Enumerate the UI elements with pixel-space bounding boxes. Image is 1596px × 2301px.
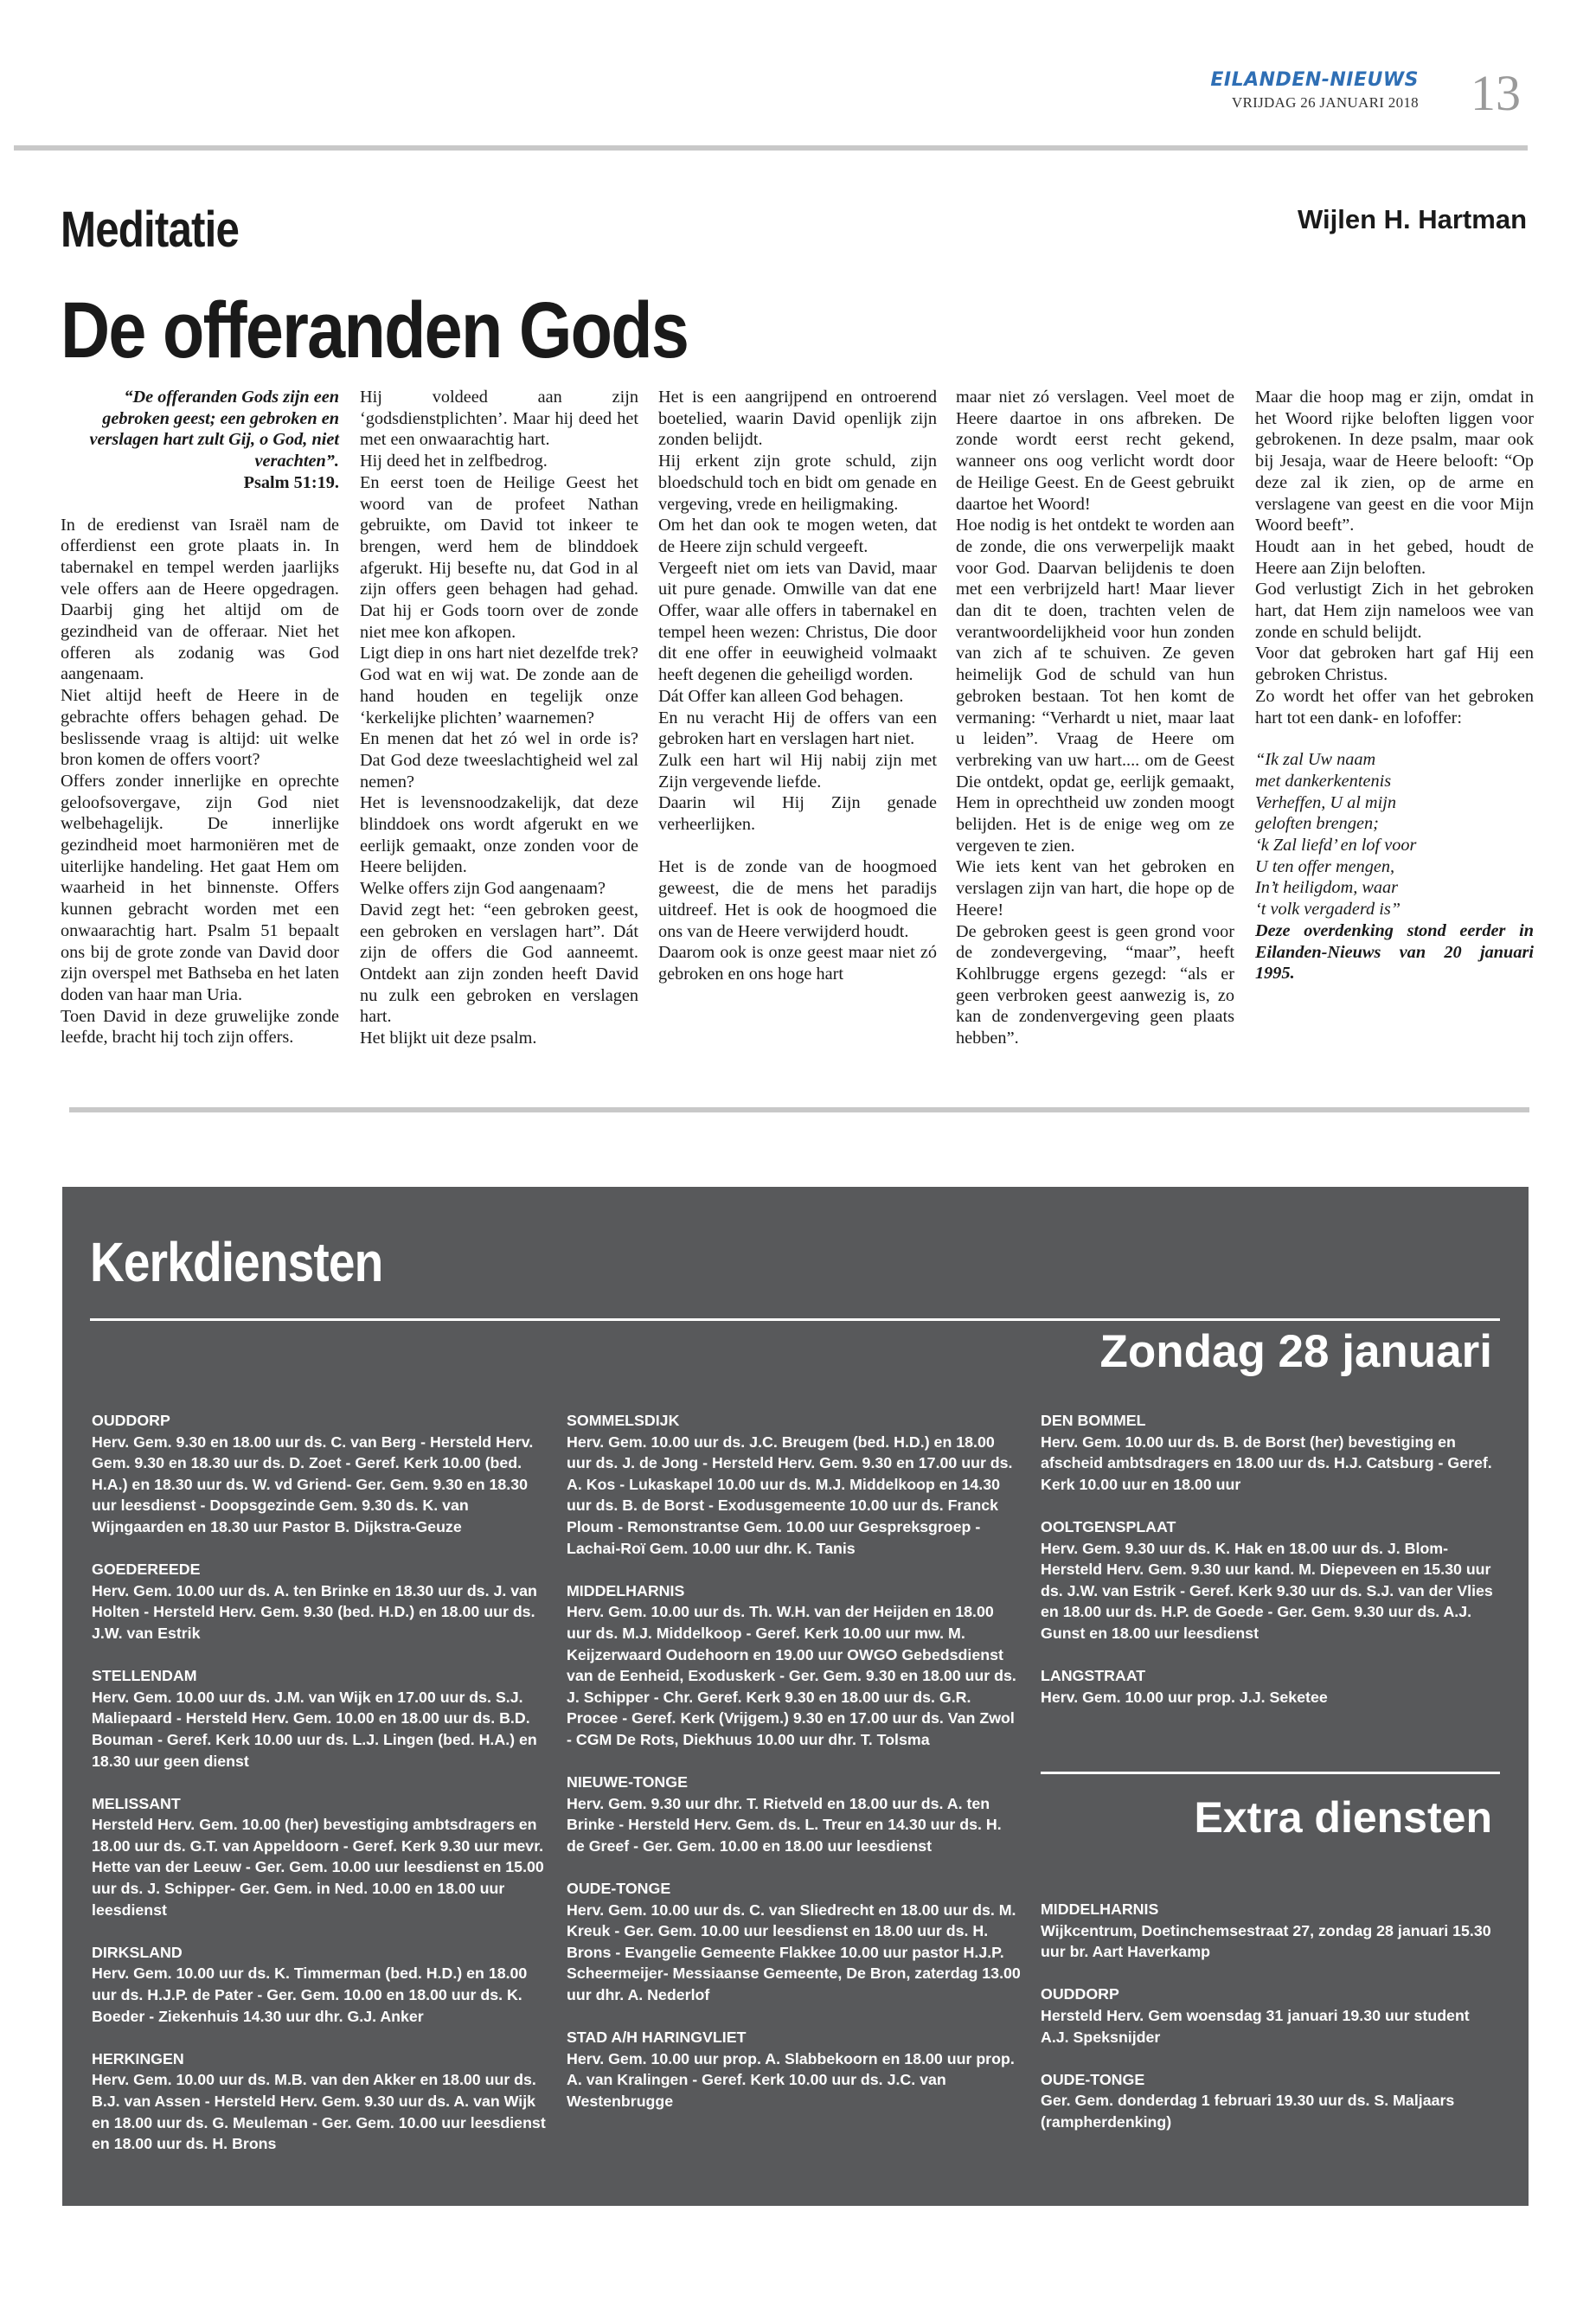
paragraph: Hoe nodig is het ontdekt te worden aan de zonde, die ons verwerpelijk maakt voor God. Daarvan belijdenis te doen met een verbrijzeld hart! Maar liever dan dit te doen, trachten velen de verantwoordelijkheid voor hun zonden van zich af te schuiven. Ze geven heimelijk God de schuld van hun gebroken bestaan. Tot hen komt de vermaning: “Verhardt u niet, maar laat u leiden”. Vraag de Heere om verbreking van uw hart.... om de Geest Die ontdekt, opdat ge, eerlijk gemaakt, Hem in oprechtheid uw zonden moogt belijden. Het is de enige weg om ze vergeven te zien. (956, 516, 1234, 856)
epigraph-reference: Psalm 51:19. (243, 472, 339, 492)
paragraph: maar niet zó verslagen. Veel moet de Heere daartoe in ons afbreken. De zonde wordt eerst recht gekend, wanneer ons oog verlicht wordt door de Heilige Geest. En de Geest gebruikt daartoe het Woord! (956, 388, 1234, 514)
place-name: OUDE-TONGE (567, 1880, 671, 1898)
extra-services-rule (1041, 1772, 1500, 1774)
place-name: GOEDEREEDE (92, 1561, 201, 1579)
place-name: OUDDORP (1041, 1985, 1119, 2003)
paragraph: David zegt het: “een gebroken geest, een gebroken en verslagen hart”. Dát zijn de offers die God aanneemt. Ontdekt aan zijn zonden heeft David nu zulk een gebroken en verslagen hart. (360, 900, 638, 1027)
extra-services-heading: Extra diensten (1194, 1793, 1492, 1842)
paragraph: In de eredienst van Israël nam de offerdienst een grote plaats in. In tabernakel en tempel werden jaarlijks vele offers aan de Heere opgedragen. Daarbij ging het altijd om de gezindheid van de offeraar. Niet het offeren als zodanig was God aangenaam. (61, 515, 339, 684)
place-name: OOLTGENSPLAAT (1041, 1517, 1176, 1535)
service-text: Herv. Gem. 10.00 uur ds. K. Timmerman (bed. H.D.) en 18.00 uur ds. H.J.P. de Pater - Ger. Gem. 10.00 en 18.00 uur ds. K. Boeder - Ziekenhuis 14.30 uur dhr. G.J. Anker (92, 1965, 528, 2025)
epigraph-quote: “De offeranden Gods zijn een gebroken geest; een gebroken en verslagen hart zult Gij, o God, niet verachten”. (89, 388, 339, 471)
masthead (1207, 69, 1419, 112)
paragraph: God verlustigt Zich in het gebroken hart, dat Hem zijn nameloos wee van zonde en schuld belijdt. (1255, 580, 1534, 642)
service-entry (1041, 1516, 1500, 1644)
service-entry (92, 2048, 547, 2155)
service-entry (1041, 1984, 1500, 2048)
service-entry (567, 1580, 1022, 1751)
service-entry (92, 1559, 547, 1644)
church-services-rule (90, 1318, 1500, 1321)
service-text: Herv. Gem. 10.00 uur ds. B. de Borst (her) bevestiging en afscheid ambtsdragers en 18.00 uur ds. H.J. Catsburg - Geref. Kerk 10.00 uur en 18.00 uur (1041, 1433, 1492, 1493)
service-text: Herv. Gem. 10.00 uur prop. A. Slabbekoorn en 18.00 uur prop. A. van Kralingen - Geref. Kerk 10.00 uur ds. J.C. van Westenbrugge (567, 2049, 1015, 2110)
paragraph: Voor dat gebroken hart gaf Hij een gebroken Christus. (1255, 644, 1534, 685)
place-name: MIDDELHARNIS (567, 1581, 685, 1599)
paragraph: Zulk een hart wil Hij nabij zijn met Zijn vergevende liefde. (658, 750, 937, 792)
paragraph: Vergeeft niet om iets van David, maar uit pure genade. Omwille van dat ene Offer, waar alle offers in tabernakel en tempel heen wezen: Christus, Die door dit ene offer in eeuwigheid volmaakt heeft degenen die geheiligd worden. (658, 558, 937, 685)
service-entry (567, 1410, 1022, 1559)
article-column-4 (956, 387, 1234, 1049)
service-entry (92, 1665, 547, 1772)
poem-line: ‘k Zal liefd’ en lof voor (1255, 836, 1417, 856)
service-text: Herv. Gem. 10.00 uur ds. M.B. van den Akker en 18.00 uur ds. B.J. van Assen - Hersteld Herv. Gem. 9.30 uur ds. A. van Wijk en 18.00 uur ds. G. Meuleman - Ger. Gem. 10.00 uur leesdienst en 18.00 uur ds. H. Brons (92, 2071, 546, 2153)
poem-line: U ten offer mengen, (1255, 856, 1395, 876)
service-text: Herv. Gem. 10.00 uur ds. C. van Sliedrecht en 18.00 uur ds. M. Kreuk - Ger. Gem. 10.00 uur leesdienst en 18.00 uur ds. H. Brons - Evangelie Gemeente Flakkee 10.00 uur pastor H.J.P. Scheermeijer- Messiaanse Gemeente, De Bron, zaterdag 13.00 uur dhr. A. Nederlof (567, 1900, 1021, 2004)
paragraph: Daarom ook is onze geest maar niet zó gebroken en ons hoge hart (658, 943, 937, 984)
service-text: Herv. Gem. 10.00 uur ds. A. ten Brinke en 18.30 uur ds. J. van Holten - Hersteld Herv. Gem. 9.30 (bed. H.D.) en 18.00 uur ds. J.W. van Estrik (92, 1581, 537, 1642)
service-text: Herv. Gem. 9.30 uur dhr. T. Rietveld en 18.00 uur ds. A. ten Brinke - Hersteld Herv. Gem. ds. L. Treur en 14.30 uur ds. H. de Greef - Ger. Gem. 10.00 en 18.00 uur leesdienst (567, 1794, 1002, 1855)
article-column-5 (1255, 387, 1534, 984)
newspaper-logo: EILANDEN-NIEUWS (1210, 69, 1419, 91)
service-text: Herv. Gem. 10.00 uur ds. Th. W.H. van der Heijden en 18.00 uur ds. M.J. Middelkoop - Geref. Kerk 10.00 uur mw. M. Keijzerwaard Oudehoorn en 19.00 uur OWGO Gebedsdienst van de Eenheid, Exoduskerk - Ger. Gem. 9.30 en 18.00 uur ds. J. Schipper - Chr. Geref. Kerk 9.30 en 18.00 uur ds. G.R. Procee - Geref. Kerk (Vrijgem.) 9.30 en 17.00 uur ds. Van Zwol - CGM De Rots, Diekhuus 10.00 uur dhr. T. Tolsma (567, 1603, 1016, 1748)
place-name: OUDDORP (92, 1412, 170, 1429)
service-entry (567, 2027, 1022, 2112)
paragraph: Welke offers zijn God aangenaam? (360, 879, 606, 899)
paragraph: Ligt diep in ons hart niet dezelfde trek? God wat en wij wat. De zonde aan de hand houden en tegelijk onze ‘kerkelijke plichten’ waarnemen? (360, 644, 638, 727)
service-entry (1041, 1665, 1500, 1708)
poem-line: geloften brengen; (1255, 814, 1379, 834)
paragraph: Offers zonder innerlijke en oprechte geloofsovergave, zijn God niet welbehagelijk. De innerlijke gezindheid moet harmoniëren met de uiterlijke handeling. Het gaat Hem om waarheid in het binnenste. Offers kunnen gebracht worden met een onwaarachtig hart. Psalm 51 bepaalt ons bij de grote zonde van David door zijn overspel met Bathseba en het laten doden van haar man Uria. (61, 771, 339, 1004)
service-text: Hersteld Herv. Gem woensdag 31 januari 19.30 uur student A.J. Speksnijder (1041, 2006, 1470, 2046)
paragraph: Houdt aan in het gebed, houdt de Heere aan Zijn beloften. (1255, 536, 1534, 578)
page-number: 13 (1471, 65, 1521, 121)
paragraph: Het is levensnoodzakelijk, dat deze blinddoek ons wordt afgerukt en we eerlijk gemaakt, onze zonden voor de Heere belijden. (360, 793, 638, 877)
church-services-title: Kerkdiensten (90, 1231, 383, 1293)
place-name: STELLENDAM (92, 1667, 197, 1685)
paragraph: Het is een aangrijpend en ontroerend boetelied, waarin David openlijk zijn zonden belijdt. (658, 388, 937, 450)
poem-line: In’t heiligdom, waar (1255, 878, 1399, 898)
service-entry (567, 1772, 1022, 1856)
service-text: Herv. Gem. 10.00 uur ds. J.M. van Wijk en 17.00 uur ds. S.J. Maliepaard - Hersteld Herv. Gem. 10.00 en 18.00 uur ds. B.D. Bouman - Geref. Kerk 10.00 uur ds. L.J. Lingen (bed. H.A.) en 18.30 uur geen dienst (92, 1688, 537, 1770)
service-entry (567, 1878, 1022, 2006)
paragraph: Hij deed het in zelfbedrog. (360, 452, 548, 471)
poem (1255, 749, 1534, 920)
place-name: LANGSTRAAT (1041, 1667, 1146, 1685)
place-name: MELISSANT (92, 1794, 181, 1812)
extra-services-column (1041, 1899, 1500, 2154)
service-entry (1041, 1899, 1500, 1963)
paragraph: Dát Offer kan alleen God behagen. (658, 686, 904, 706)
paragraph: Het is de zonde van de hoogmoed geweest, die de mens het paradijs uitdreef. Het is ook de hoogmoed die ons van de Heere verwijderd houdt. (658, 857, 937, 941)
paragraph: Hij erkent zijn grote schuld, zijn bloedschuld toch en bidt om genade en vergeving, vrede en heiligmaking. (658, 452, 937, 514)
article-column-2 (360, 387, 638, 1049)
section-divider (69, 1107, 1529, 1112)
services-column-3 (1041, 1410, 1500, 1729)
paragraph: Maar die hoop mag er zijn, omdat in het Woord rijke beloften liggen voor gebrokenen. In deze psalm, maar ook bij Jesaja, waar de Heere belooft: “Op deze zal ik zien, op de arme en verslagene van geest en die voor Mijn Woord beeft”. (1255, 388, 1534, 535)
paragraph: Daarin wil Hij Zijn genade verheerlijken. (658, 793, 937, 835)
place-name: MIDDELHARNIS (1041, 1900, 1159, 1918)
services-column-2 (567, 1410, 1022, 2133)
service-text: Ger. Gem. donderdag 1 februari 19.30 uur ds. S. Maljaars (rampherdenking) (1041, 2092, 1455, 2131)
article-column-3 (658, 387, 937, 985)
paragraph: Toen David in deze gruwelijke zonde leefde, bracht hij toch zijn offers. (61, 1006, 339, 1048)
service-text: Herv. Gem. 9.30 uur ds. K. Hak en 18.00 uur ds. J. Blom- Hersteld Herv. Gem. 9.30 uur kand. M. Diepeveen en 15.30 uur ds. J.W. van Estrik - Geref. Kerk 9.30 uur ds. S.J. van der Vlies en 18.00 uur ds. H.P. de Goede - Ger. Gem. 9.30 uur ds. A.J. Gunst en 18.00 uur leesdienst (1041, 1539, 1493, 1642)
poem-line: ‘t volk vergaderd is” (1255, 900, 1401, 920)
poem-line: “Ik zal Uw naam (1255, 750, 1376, 770)
closing-note: Deze overdenking stond eerder in Eilanden-Nieuws van 20 januari 1995. (1255, 920, 1534, 984)
place-name: HERKINGEN (92, 2049, 184, 2067)
service-entry (92, 1942, 547, 2027)
paragraph-gap (658, 836, 937, 857)
top-divider (14, 145, 1528, 151)
place-name: OUDE-TONGE (1041, 2070, 1145, 2088)
sunday-heading: Zondag 28 januari (1099, 1326, 1492, 1377)
poem-line: Verheffen, U al mijn (1255, 792, 1396, 812)
author-byline: Wijlen H. Hartman (1298, 204, 1527, 234)
article-headline: De offeranden Gods (61, 286, 689, 375)
paragraph: Niet altijd heeft de Heere in de gebrachte offers behagen gehad. De beslissende vraag is altijd: uit welke bron komen de offers voort? (61, 686, 339, 770)
service-entry (92, 1793, 547, 1921)
paragraph: Wie iets kent van het gebroken en verslagen zijn van hart, die hope op de Heere! (956, 857, 1234, 920)
service-text: Wijkcentrum, Doetinchemsestraat 27, zondag 28 januari 15.30 uur br. Aart Haverkamp (1041, 1921, 1491, 1961)
church-services-box (62, 1187, 1529, 2206)
place-name: DIRKSLAND (92, 1943, 183, 1961)
paragraph: Om het dan ook te mogen weten, dat de Heere zijn schuld vergeeft. (658, 516, 937, 556)
service-text: Hersteld Herv. Gem. 10.00 (her) bevestiging ambtsdragers en 18.00 uur ds. G.T. van Appeldoorn - Geref. Kerk 9.30 uur mevr. Hette van der Leeuw - Ger. Gem. 10.00 uur leesdienst en 15.00 uur ds. J. Schipper- Ger. Gem. in Ned. 10.00 en 18.00 uur leesdienst (92, 1816, 544, 1919)
paragraph: De gebroken geest is geen grond voor de zondevergeving, “maar”, heeft Kohlbrugge ergens gezegd: “als er geen verbroken geest aanwezig is, zo kan de zondenvergeving geen plaats hebben”. (956, 921, 1234, 1048)
paragraph: Het blijkt uit deze psalm. (360, 1029, 537, 1048)
place-name: STAD A/H HARINGVLIET (567, 2029, 747, 2047)
paragraph: Zo wordt het offer van het gebroken hart tot een dank- en lofoffer: (1255, 686, 1534, 727)
place-name: SOMMELSDIJK (567, 1412, 680, 1429)
services-column-1 (92, 1410, 547, 2176)
place-name: NIEUWE-TONGE (567, 1773, 688, 1791)
paragraph: En menen dat het zó wel in orde is? Dat God deze tweeslachtigheid wel zal nemen? (360, 729, 638, 792)
service-text: Herv. Gem. 9.30 en 18.00 uur ds. C. van Berg - Hersteld Herv. Gem. 9.30 en 18.30 uur ds. D. Zoet - Geref. Kerk 10.00 (bed. H.A.) en 18.30 uur ds. W. vd Griend- Ger. Gem. 9.30 en 18.30 uur leesdienst - Doopsgezinde Gem. 9.30 ds. K. van Wijngaarden en 18.30 uur Pastor B. Dijkstra-Geuze (92, 1433, 534, 1535)
place-name: DEN BOMMEL (1041, 1412, 1146, 1429)
service-entry (1041, 1410, 1500, 1495)
section-title: Meditatie (61, 202, 240, 258)
paragraph: En nu veracht Hij de offers van een gebroken hart en verslagen hart niet. (658, 708, 937, 749)
paragraph: Hij voldeed aan zijn ‘godsdienstplichten’. Maar hij deed het met een onwaarachtig hart. (360, 388, 638, 450)
article-column-1 (61, 387, 339, 1048)
service-entry (1041, 2069, 1500, 2133)
service-entry (92, 1410, 547, 1538)
issue-date: VRIJDAG 26 JANUARI 2018 (1231, 94, 1419, 111)
service-text: Herv. Gem. 10.00 uur prop. J.J. Seketee (1041, 1688, 1328, 1706)
epigraph (61, 387, 339, 494)
service-text: Herv. Gem. 10.00 uur ds. J.C. Breugem (bed. H.D.) en 18.00 uur ds. J. de Jong - Hersteld Herv. Gem. 9.30 en 17.00 uur ds. A. Kos - Lukaskapel 10.00 uur ds. M.J. Middelkoop en 14.30 uur ds. B. de Borst - Exodusgemeente 10.00 uur ds. Franck Ploum - Remonstrantse Gem. 10.00 uur Gespreksgroep - Lachai-Roï Gem. 10.00 uur dhr. K. Tanis (567, 1433, 1013, 1557)
poem-line: met dankerkentenis (1255, 771, 1392, 791)
paragraph: En eerst toen de Heilige Geest het woord van de profeet Nathan gebruikte, om David tot inkeer te brengen, werd hem de blinddoek afgerukt. Hij besefte nu, dat God in al zijn offers geen behagen had gehad. Dat hij er Gods toorn over de zonde niet mee kon afkopen. (360, 472, 638, 642)
